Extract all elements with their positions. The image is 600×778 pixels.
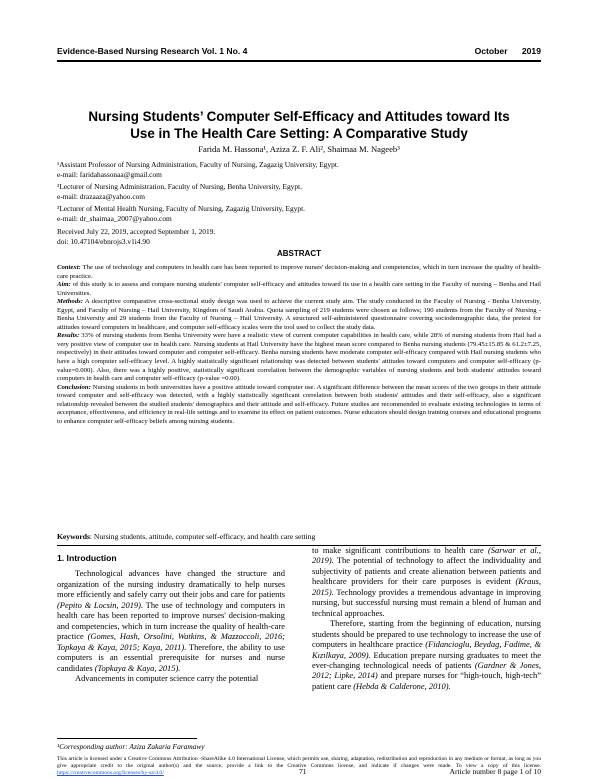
email-1[interactable]: e-mail: faridahassonaa@gmail.com — [57, 169, 162, 179]
abstract-body — [57, 264, 541, 426]
paper-title: Nursing Students’ Computer Self-Efficacy and Attitudes toward Its Use in The Health Care Setting: A Comparative Study — [88, 109, 510, 141]
journal-name: Evidence-Based Nursing Research Vol. 1 No. 4 — [57, 46, 248, 56]
header-rule — [57, 60, 541, 62]
email-2[interactable]: e-mail: drazaaza@yahoo.com — [57, 191, 146, 201]
abstract-context: Context: The use of technology and computers in health care has been reported to improve nurses' decision-making and competencies, which in turn increase the quality of health-care practice. — [57, 264, 541, 280]
article-dates: Received July 22, 2019, accepted September 1, 2019. doi: 10.47104/ebnrojs3.v1i4.90 — [57, 227, 216, 246]
abstract-conclusion: Conclusion: Nursing students in both universities have a positive attitude toward computer use. A significant difference between the mean scores of the two groups in their attitude toward computer and self-efficacy was detected, with a highly statistically significant correlation between both students' attitudes and their self-efficacy, also a significant relationship revealed between the studied students' demographics and their attitude and self-efficacy. Future studies are recommended to evaluate existing technologies in terms of acceptance, effectiveness, and efficiency in real-life settings and to examine its effect on patient outcomes. Nurse educators should design training courses and educational programs to enhance computer self-efficacy beliefs among nursing students. — [57, 383, 541, 425]
email-3[interactable]: e-mail: dr_shaimaa_2007@yahoo.com — [57, 213, 172, 223]
abstract-methods: Methods: A descriptive comparative cross-sectional study design was used to achieve the current study aim. The study conducted in the Faculty of Nursing - Benha University, Egypt, and Faculty of Nursing – Hail University, Kingdom of Saudi Arabia. Quota sampling of 219 students were chosen as follows; 190 students from the Faculty of Nursing - Benha University and 29 students from the Faculty of Nursing – Hail University. A structured self-administered questionnaire covering sociodemographic data, the pretest for attitudes toward computers in healthcare, and computer self-efficacy scales were the tool used to collect the study data. — [57, 298, 541, 331]
left-column — [57, 553, 285, 683]
abstract-results: Results: 33% of nursing students from Benha University were have a realistic view of current computer capabilities in health care, while 28% of nursing students from Hail had a very positive view of computer use in health care. Nursing students at Hail University have the highest mean score compared to Benha nursing students (79.45±15.85 & 61.2±7.25, respectively) in their attitudes toward computer and computer self-efficacy. Benha nursing students have moderate computer self-efficacy compared with Hail nursing students who have a high computer self-efficacy level. A highly statistically significant relationship was detected between students' attitudes toward computers and computer self-efficacy (p-value=0.000). Also, there was a highly positive, statistically significant correlation between the demographic variables of nursing students and both students' attitudes toward computers in health care and computer self-efficacy (p-value =0.00). — [57, 332, 542, 383]
section-heading: 1. Introduction — [57, 553, 117, 563]
issue-date: October 2019 — [474, 46, 541, 56]
page-number: 71 — [299, 767, 307, 776]
intro-paragraph-2-cont: to make significant contributions to health care (Sarwar et al., 2019). The potential of technology to affect the individuality and subjectivity of patients and create alienation between patients and healthcare providers for their care purposes is evident (Kraus, 2015). Technology provides a tremendous advantage in improving nursing, but successful nursing must remain a blend of human and technical approaches. — [312, 545, 541, 618]
abstract-heading: ABSTRACT — [277, 249, 321, 258]
license-link[interactable]: https://creativecommons.org/licenses/by-sa/4.0/ — [57, 770, 164, 777]
abstract-aim: Aim: of this study is to assess and compare nursing students' computer self-efficacy and attitudes toward its use in a health care setting in the Faculty of nursing – Benha and Hail Universities. — [57, 281, 541, 297]
doi-link[interactable]: doi: 10.47104/ebnrojs3.v1i4.90 — [57, 236, 150, 246]
footnote-rule — [57, 738, 197, 739]
article-number: Article number 8 page 1 of 10 — [449, 767, 541, 776]
author-list: Farida M. Hassona¹, Aziza Z. F. Ali², Shaimaa M. Nageeb³ — [198, 144, 400, 154]
intro-paragraph-3: Therefore, starting from the beginning of education, nursing students should be prepared to use technology to increase the use of computers in healthcare practice (Fidancioglu, Beydag, Fadime, & Kızılkaya, 2009). Education prepare nursing graduates to meet the ever-changing technological needs of patients (Gardner & Jones, 2012; Lipke, 2014) and prepare nurses for “high-touch, high-tech” patient care (Hebda & Calderone, 2010). — [312, 618, 541, 691]
license-notice: This article is licensed under a Creative Commons Attribution -ShareAlike 4.0 International License, which permits use, sharing, adaptation, redistribution and reproduction in any medium or format, as long as you give appropriate credit to the original author(s) and the source, provide a link to the Creative Commons license, and indicate if changes were made. To view a copy of this license. https://creativecommons.org/licenses/by-sa/4.0/ — [57, 756, 541, 777]
affiliation-3: ³Lecturer of Mental Health Nursing, Faculty of Nursing, Zagazig University, Egypt. e-mail: dr_shaimaa_2007@yahoo.com — [57, 204, 541, 223]
right-column — [312, 545, 541, 691]
running-header — [57, 46, 541, 56]
intro-paragraph-1: Technological advances have changed the structure and organization of the nursing industry dramatically to help nurses more efficiently and safely carry out their jobs and care for patients (Pepito & Locsin, 2019). The use of technology and computers in health care has been reported to improve nurses' decision-making and competencies, which in turn increase the quality of health-care practice (Gomes, Hash, Orsolini, Watkins, & Mazzoccoli, 2016; Topkaya & Kaya, 2015; Kaya, 2011). Therefore, the ability to use computers is an essential prerequisite for nurses and nurse candidates (Topkaya & Kaya, 2015). — [57, 568, 285, 673]
affiliation-2: ²Lecturer of Nursing Administration, Faculty of Nursing, Benha University, Egypt. e-mail: drazaaza@yahoo.com — [57, 182, 541, 201]
affiliation-1: ¹Assistant Professor of Nursing Administration, Faculty of Nursing, Zagazig University, Egypt. e-mail: faridahassonaa@gmail.com — [57, 160, 541, 179]
intro-paragraph-2: Advancements in computer science carry the potential — [75, 672, 259, 683]
keywords: Keywords: Nursing students, attitude, computer self-efficacy, and health care setting — [57, 532, 316, 541]
corresponding-author: ¹Corresponding author: Aziza Zakaria Faramawy — [57, 742, 205, 751]
